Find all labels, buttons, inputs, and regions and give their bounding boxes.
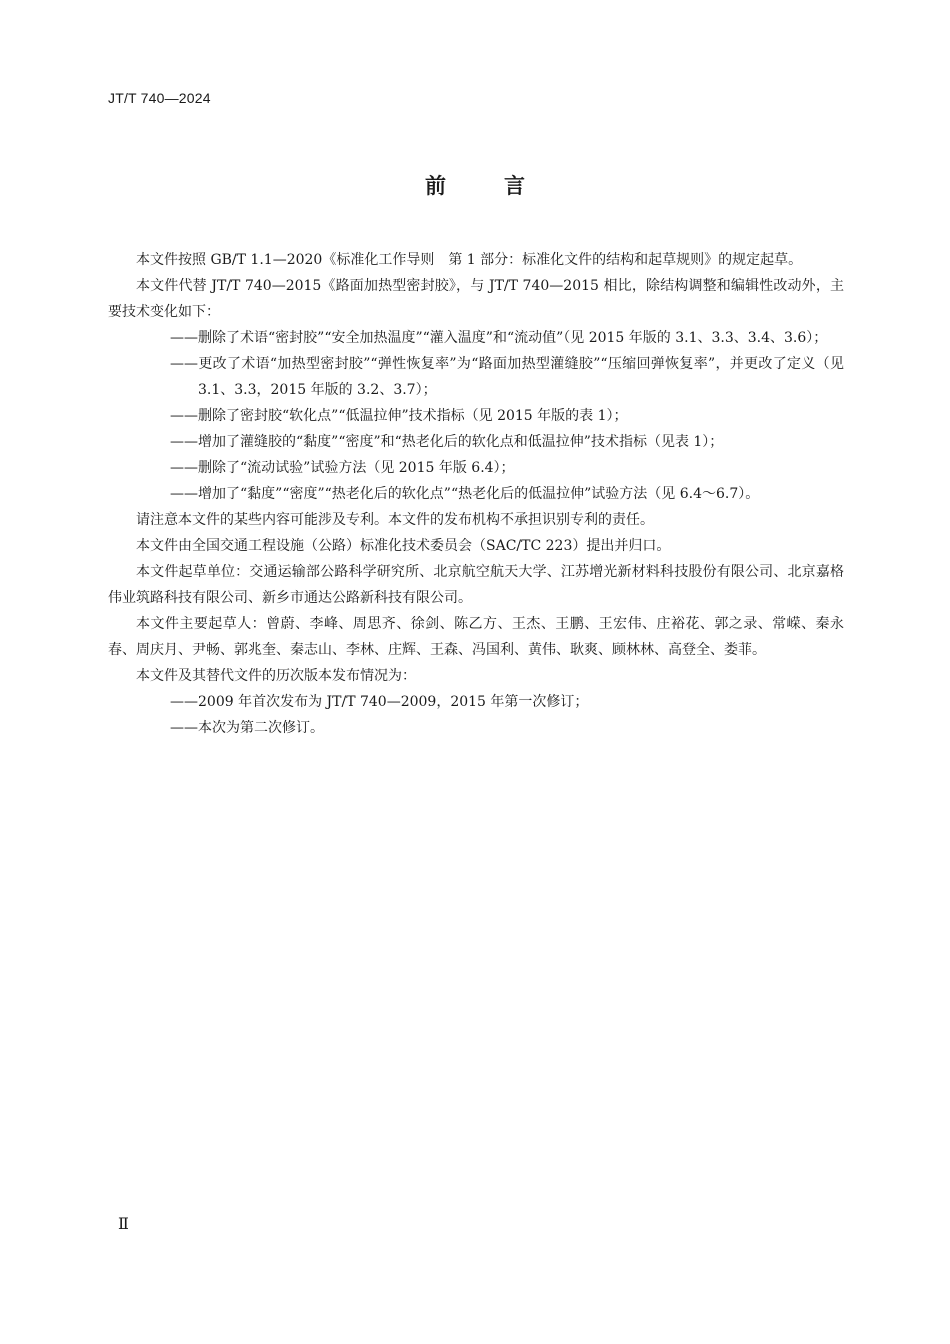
list-item: ——删除了“流动试验”试验方法（见 2015 年版 6.4）；	[170, 460, 515, 476]
changes-list	[74, 325, 844, 507]
list-item: ——删除了密封胶“软化点”“低温拉伸”技术指标（见 2015 年版的表 1）；	[170, 408, 628, 424]
list-item: ——删除了术语“密封胶”“安全加热温度”“灌入温度”和“流动值”（见 2015 年版的 3.1、3.3、3.4、3.6）；	[170, 330, 828, 346]
list-item: ——2009 年首次发布为 JT/T 740—2009，2015 年第一次修订；	[170, 694, 589, 710]
paragraph-drafting-rules: 本文件按照 GB/T 1.1—2020《标准化工作导则 第 1 部分：标准化文件的结构和起草规则》的规定起草。	[136, 252, 803, 268]
list-item: ——增加了灌缝胶的“黏度”“密度”和“热老化后的软化点和低温拉伸”技术指标（见表 1）；	[170, 434, 724, 450]
list-item: ——增加了“黏度”“密度”“热老化后的软化点”“热老化后的低温拉伸”试验方法（见 6.4～6.7）。	[170, 486, 760, 502]
history-list	[74, 689, 844, 741]
paragraph-patent-notice: 请注意本文件的某些内容可能涉及专利。本文件的发布机构不承担识别专利的责任。	[136, 512, 654, 528]
paragraph-replaces: 本文件代替 JT/T 740—2015《路面加热型密封胶》，与 JT/T 740—2015 相比，除结构调整和编辑性改动外，主要技术变化如下：	[108, 278, 844, 320]
foreword-body	[108, 247, 844, 741]
standard-code: JT/T 740—2024	[108, 90, 211, 106]
page-number: Ⅱ	[118, 1214, 129, 1233]
list-item: ——更改了术语“加热型密封胶”“弹性恢复率”为“路面加热型灌缝胶”“压缩回弹恢复率”，并更改了定义（见 3.1、3.3，2015 年版的 3.2、3.7）；	[170, 356, 844, 398]
paragraph-drafters: 本文件主要起草人：曾蔚、李峰、周思齐、徐剑、陈乙方、王杰、王鹏、王宏伟、庄裕花、郭之录、常嵘、秦永春、周庆月、尹畅、郭兆奎、秦志山、李林、庄辉、王森、冯国利、黄伟、耿爽、顾林林、高登全、娄菲。	[108, 616, 844, 658]
list-item: ——本次为第二次修订。	[170, 720, 324, 736]
paragraph-history-intro: 本文件及其替代文件的历次版本发布情况为：	[136, 668, 416, 684]
section-title	[0, 170, 950, 200]
title-char-1: 前	[425, 174, 446, 198]
title-char-2: 言	[504, 174, 525, 198]
paragraph-drafting-units: 本文件起草单位：交通运输部公路科学研究所、北京航空航天大学、江苏增光新材料科技股份有限公司、北京嘉格伟业筑路科技有限公司、新乡市通达公路新科技有限公司。	[108, 564, 844, 606]
paragraph-proposed-by: 本文件由全国交通工程设施（公路）标准化技术委员会（SAC/TC 223）提出并归口。	[136, 538, 671, 554]
